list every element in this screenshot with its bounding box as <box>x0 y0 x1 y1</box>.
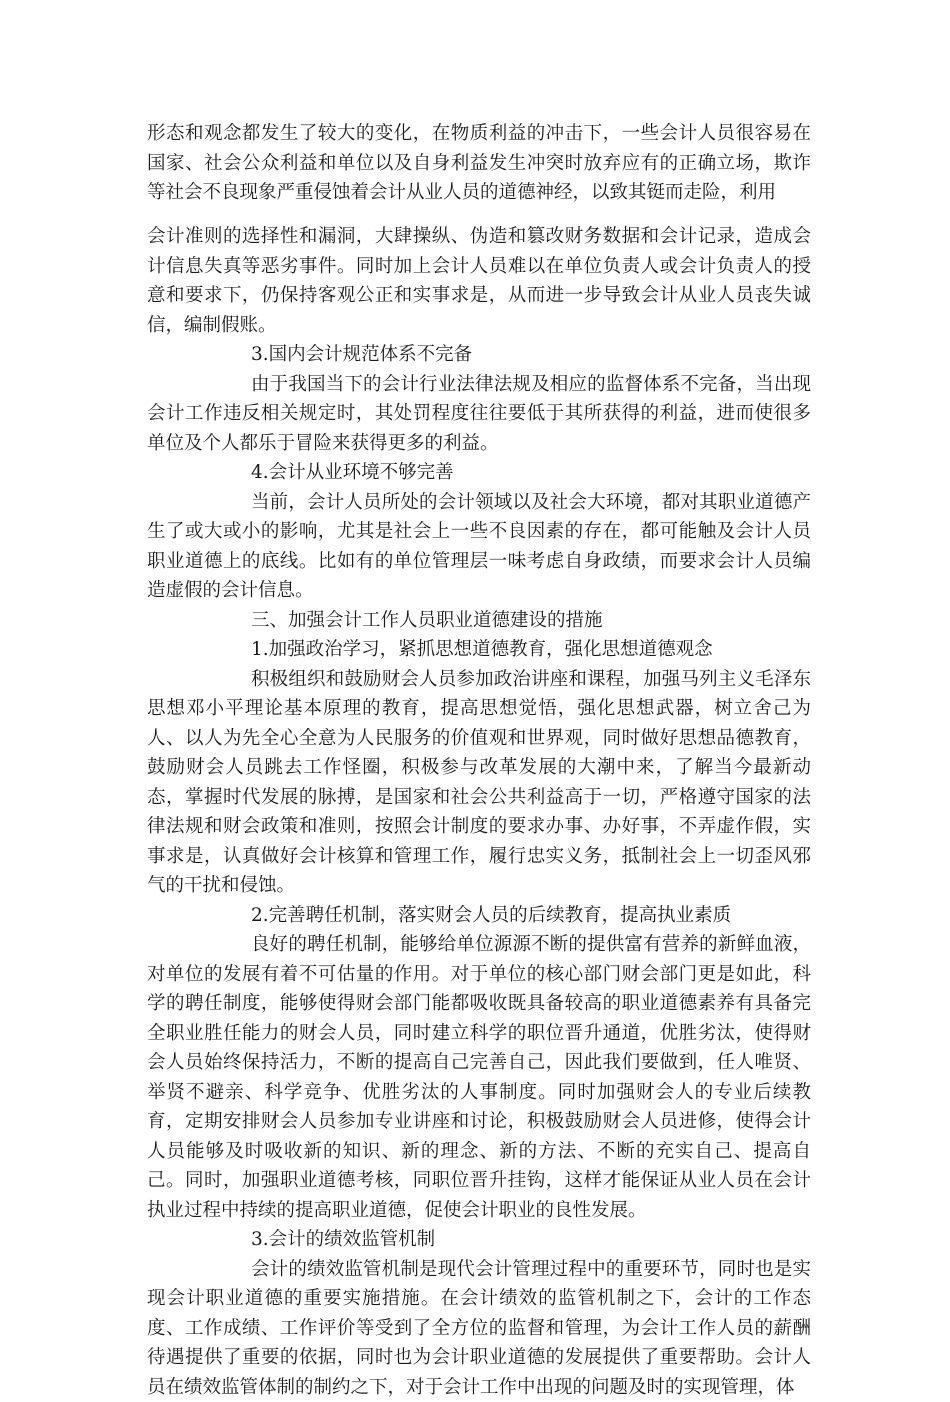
paragraph-body: 良好的聘任机制，能够给单位源源不断的提供富有营养的新鲜血液，对单位的发展有着不可估量的作用。对于单位的核心部门财会部门更是如此，科学的聘任制度，能够使得财会部门能都吸收既具备较高的职业道德素养有具备完全职业胜任能力的财会人员，同时建立科学的职位晋升通道，优胜劣汰，使得财会人员始终保持活力，不断的提高自己完善自己，因此我们要做到，任人唯贤、举贤不避亲、科学竞争、优胜劣汰的人事制度。同时加强财会人的专业后续教育，定期安排财会人员参加专业讲座和讨论，积极鼓励财会人员进修，使得会计人员能够及时吸收新的知识、新的理念、新的方法、不断的充实自己、提高自己。同时，加强职业道德考核，同职位晋升挂钩，这样才能保证从业人员在会计执业过程中持续的提高职业道德，促使会计职业的良性发展。 <box>147 930 811 1225</box>
subheading: 4.会计从业环境不够完善 <box>147 458 811 488</box>
paragraph-body: 当前，会计人员所处的会计领域以及社会大环境，都对其职业道德产生了或大或小的影响，尤其是社会上一些不良因素的存在，都可能触及会计人员职业道德上的底线。比如有的单位管理层一味考虑自身政绩，而要求会计人员编造虚假的会计信息。 <box>147 488 811 606</box>
paragraph-continuation: 形态和观念都发生了较大的变化，在物质利益的冲击下，一些会计人员很容易在国家、社会公众利益和单位以及自身利益发生冲突时放弃应有的正确立场，欺诈等社会不良现象严重侵蚀着会计从业人员的道德神经，以致其铤而走险，利用 <box>147 119 811 208</box>
text-block-main <box>147 222 811 1402</box>
subheading: 3.会计的绩效监管机制 <box>147 1225 811 1255</box>
paragraph-body: 积极组织和鼓励财会人员参加政治讲座和课程，加强马列主义毛泽东思想邓小平理论基本原理的教育，提高思想觉悟，强化思想武器，树立舍己为人、以人为先全心全意为人民服务的价值观和世界观，同时做好思想品德教育，鼓励财会人员跳去工作怪圈，积极参与改革发展的大潮中来，了解当今最新动态，掌握时代发展的脉搏，是国家和社会公共利益高于一切，严格遵守国家的法律法规和财会政策和准则，按照会计制度的要求办事、办好事，不弄虚作假，实事求是，认真做好会计核算和管理工作，履行忠实义务，抵制社会上一切歪风邪气的干扰和侵蚀。 <box>147 665 811 901</box>
paragraph-body: 由于我国当下的会计行业法律法规及相应的监督体系不完备，当出现会计工作违反相关规定时，其处罚程度往往要低于其所获得的利益，进而使很多单位及个人都乐于冒险来获得更多的利益。 <box>147 370 811 459</box>
section-heading: 三、加强会计工作人员职业道德建设的措施 <box>147 606 811 636</box>
subheading: 2.完善聘任机制，落实财会人员的后续教育，提高执业素质 <box>147 901 811 931</box>
subheading: 3.国内会计规范体系不完备 <box>147 340 811 370</box>
subheading: 1.加强政治学习，紧抓思想道德教育，强化思想道德观念 <box>147 635 811 665</box>
paragraph-body: 会计的绩效监管机制是现代会计管理过程中的重要环节，同时也是实现会计职业道德的重要实施措施。在会计绩效的监管机制之下，会计的工作态度、工作成绩、工作评价等受到了全方位的监督和管理，为会计工作人员的薪酬待遇提供了重要的依据，同时也为会计职业道德的发展提供了重要帮助。会计人员在绩效监管体制的制约之下，对于会计工作中出现的问题及时的实现管理，体 <box>147 1255 811 1402</box>
paragraph-body: 会计准则的选择性和漏洞，大肆操纵、伪造和篡改财务数据和会计记录，造成会计信息失真等恶劣事件。同时加上会计人员难以在单位负责人或会计负责人的授意和要求下，仍保持客观公正和实事求是，从而进一步导致会计从业人员丧失诚信，编制假账。 <box>147 222 811 340</box>
text-block-top <box>147 119 811 208</box>
